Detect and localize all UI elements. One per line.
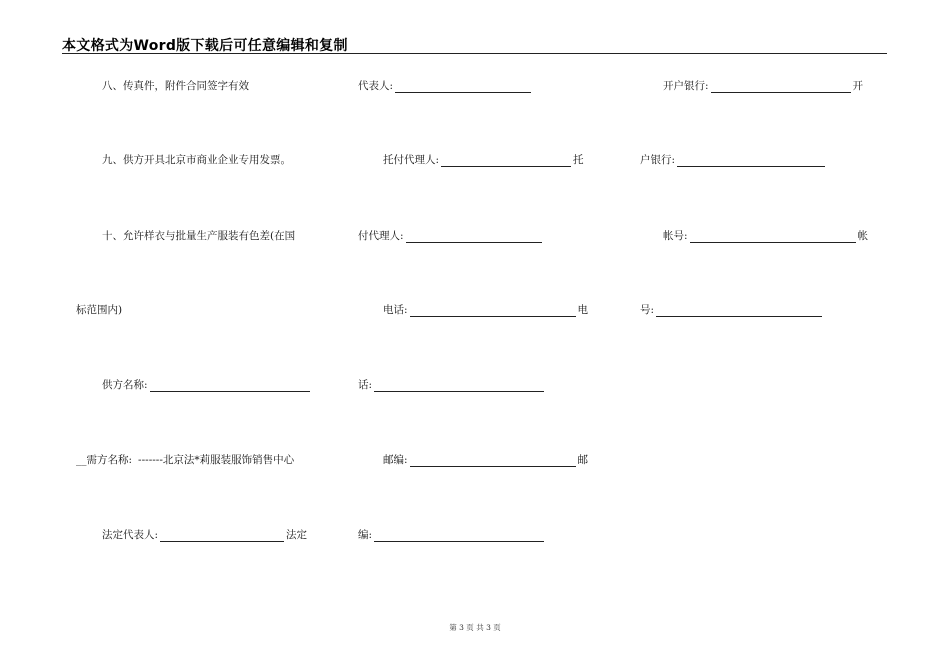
bank-blank xyxy=(711,81,851,93)
supplier-name-label: 供方名称: xyxy=(102,379,148,391)
supplier-name-blank xyxy=(150,380,310,392)
postcode-field-2 xyxy=(358,528,546,542)
clause-8 xyxy=(102,79,249,93)
representative-label: 代表人: xyxy=(358,80,394,92)
account-field-2 xyxy=(640,303,824,317)
bank-field-2 xyxy=(640,153,827,167)
agent-tail: 托 xyxy=(573,154,584,166)
clause-9-text: 九、供方开具北京市商业企业专用发票。 xyxy=(102,154,291,166)
postcode2-label: 编: xyxy=(358,529,373,541)
legal-rep-tail: 法定 xyxy=(286,529,308,541)
postcode-tail: 邮 xyxy=(577,454,589,466)
phone2-blank xyxy=(374,380,544,392)
phone-field xyxy=(383,303,588,317)
phone-blank xyxy=(410,305,576,317)
phone-label: 电话: xyxy=(383,304,408,316)
legal-rep-field xyxy=(102,528,307,542)
postcode-label: 邮编: xyxy=(383,454,408,466)
document-header-title: 本文格式为Word版下载后可任意编辑和复制 xyxy=(62,38,348,54)
agent-blank xyxy=(441,155,571,167)
clause-10-continued-text: 标范围内) xyxy=(76,304,123,316)
agent2-label: 付代理人: xyxy=(358,230,404,242)
clause-10-continued xyxy=(76,303,122,317)
bank-tail: 开 xyxy=(852,80,864,92)
legal-rep-label: 法定代表人: xyxy=(102,529,159,541)
representative-blank xyxy=(395,81,531,93)
buyer-name-value: -------北京法*莉服装服饰销售中心 xyxy=(138,454,295,466)
phone-field-2 xyxy=(358,378,546,392)
clause-10 xyxy=(102,229,295,243)
agent-field-2 xyxy=(358,229,544,243)
phone2-label: 话: xyxy=(358,379,373,391)
account2-blank xyxy=(656,305,822,317)
account2-label: 号: xyxy=(640,304,655,316)
agent2-blank xyxy=(406,231,542,243)
clause-8-text: 八、传真件，附件合同签字有效 xyxy=(102,80,249,92)
account-tail: 帐 xyxy=(857,230,869,242)
bank-field xyxy=(663,79,863,93)
postcode2-blank xyxy=(374,530,544,542)
agent-label: 托付代理人: xyxy=(383,154,440,166)
page-number-footer: 第 3 页 共 3 页 xyxy=(449,623,501,632)
buyer-name-label: __需方名称: xyxy=(76,454,133,466)
clause-10-text: 十、允许样衣与批量生产服装有色差(在国 xyxy=(102,230,296,242)
bank2-blank xyxy=(677,155,825,167)
supplier-name-field xyxy=(102,378,312,392)
postcode-blank xyxy=(410,455,576,467)
buyer-name-field xyxy=(76,453,294,467)
bank2-label: 户银行: xyxy=(640,154,676,166)
legal-rep-blank xyxy=(160,530,284,542)
header-divider xyxy=(62,53,887,54)
clause-9 xyxy=(102,153,291,167)
representative-field xyxy=(358,79,533,93)
account-field xyxy=(663,229,868,243)
agent-field xyxy=(383,153,584,167)
account-blank xyxy=(690,231,856,243)
account-label: 帐号: xyxy=(663,230,688,242)
postcode-field xyxy=(383,453,588,467)
phone-tail: 电 xyxy=(577,304,589,316)
bank-label: 开户银行: xyxy=(663,80,709,92)
